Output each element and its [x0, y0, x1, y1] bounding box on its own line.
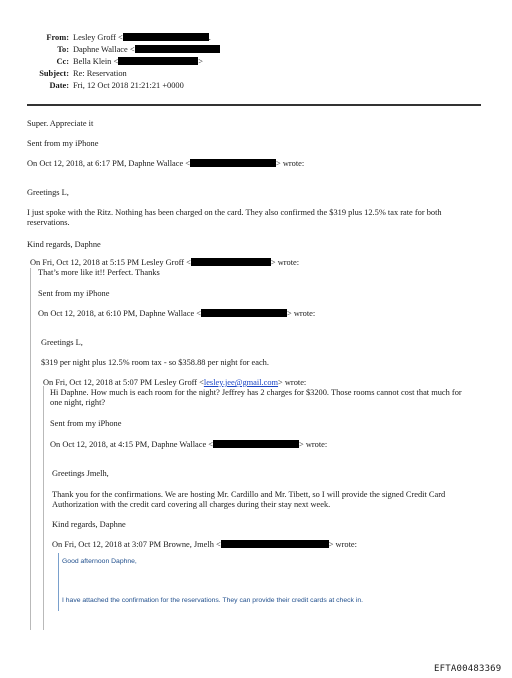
message-text: Hi Daphne. How much is each room for the night? Jeffrey has 2 charges for $3200. Those rooms cannot cost that much for one night, right? — [50, 388, 462, 408]
from-close: . — [208, 33, 211, 42]
redaction-box — [221, 540, 329, 548]
quote-attribution: On Oct 12, 2018, at 6:17 PM, Daphne Wallace < > wrote: — [27, 159, 305, 168]
quote-bar — [58, 553, 59, 611]
message-text: Super. Appreciate it — [27, 119, 94, 128]
sent-from-iphone: Sent from my iPhone — [27, 139, 99, 148]
date-label: Date: — [49, 81, 69, 90]
header-subject-row — [0, 69, 512, 80]
greeting: Greetings L, — [27, 188, 69, 197]
email-link[interactable]: lesley.jee@gmail.com — [203, 378, 279, 387]
bates-number: EFTA00483369 — [434, 664, 502, 674]
cc-value: Bella Klein < — [73, 57, 119, 66]
quote-attribution: On Fri, Oct 12, 2018 at 5:07 PM Lesley Groff <lesley.jee@gmail.com> wrote: — [43, 378, 307, 387]
quote-attribution: On Fri, Oct 12, 2018 at 5:15 PM Lesley Groff < > wrote: — [30, 258, 300, 267]
quote-attribution: On Oct 12, 2018, at 4:15 PM, Daphne Wallace < > wrote: — [50, 440, 328, 449]
quote-attribution: On Oct 12, 2018, at 6:10 PM, Daphne Wallace < > wrote: — [38, 309, 316, 318]
to-value: Daphne Wallace < — [73, 45, 135, 54]
cc-close: > — [198, 57, 203, 66]
quote-bar — [30, 268, 31, 630]
redaction-box — [213, 440, 299, 448]
to-label: To: — [57, 45, 69, 54]
redaction-box — [190, 159, 276, 167]
header-from-row — [0, 33, 512, 44]
subject-label: Subject: — [39, 69, 69, 78]
date-value: Fri, 12 Oct 2018 21:21:21 +0000 — [73, 81, 184, 90]
redaction-box — [191, 258, 271, 266]
redaction-box — [201, 309, 287, 317]
subject-value: Re: Reservation — [73, 69, 127, 78]
quote-attribution: On Fri, Oct 12, 2018 at 3:07 PM Browne, Jmelh < > wrote: — [52, 540, 357, 549]
signoff: Kind regards, Daphne — [52, 520, 126, 529]
sent-from-iphone: Sent from my iPhone — [38, 289, 110, 298]
message-text: Good afternoon Daphne, — [62, 558, 137, 565]
header-to-row — [0, 45, 512, 56]
greeting: Greetings L, — [41, 338, 83, 347]
signoff: Kind regards, Daphne — [27, 240, 101, 249]
message-text: I just spoke with the Ritz. Nothing has been charged on the card. They also confirmed the $319 plus 12.5% tax rate for both reservations. — [27, 208, 442, 228]
cc-label: Cc: — [56, 57, 69, 66]
message-text: Thank you for the confirmations. We are hosting Mr. Cardillo and Mr. Tibett, so I will provide the signed Credit Card Authorization with the credit card covering all charges during their stay next week. — [52, 490, 446, 510]
quote-bar — [43, 386, 44, 630]
header-date-row — [0, 81, 512, 92]
redaction-box — [135, 45, 220, 53]
message-text: That’s more like it!! Perfect. Thanks — [38, 268, 160, 277]
redaction-box — [123, 33, 209, 41]
message-text: $319 per night plus 12.5% room tax - so $358.88 per night for each. — [41, 358, 269, 367]
header-divider — [27, 104, 481, 106]
redaction-box — [118, 57, 198, 65]
sent-from-iphone: Sent from my iPhone — [50, 419, 122, 428]
message-text: I have attached the confirmation for the reservations. They can provide their credit cards at check in. — [62, 597, 363, 604]
from-value: Lesley Groff < — [73, 33, 123, 42]
from-label: From: — [46, 33, 69, 42]
greeting: Greetings Jmelh, — [52, 469, 109, 478]
header-cc-row — [0, 57, 512, 68]
